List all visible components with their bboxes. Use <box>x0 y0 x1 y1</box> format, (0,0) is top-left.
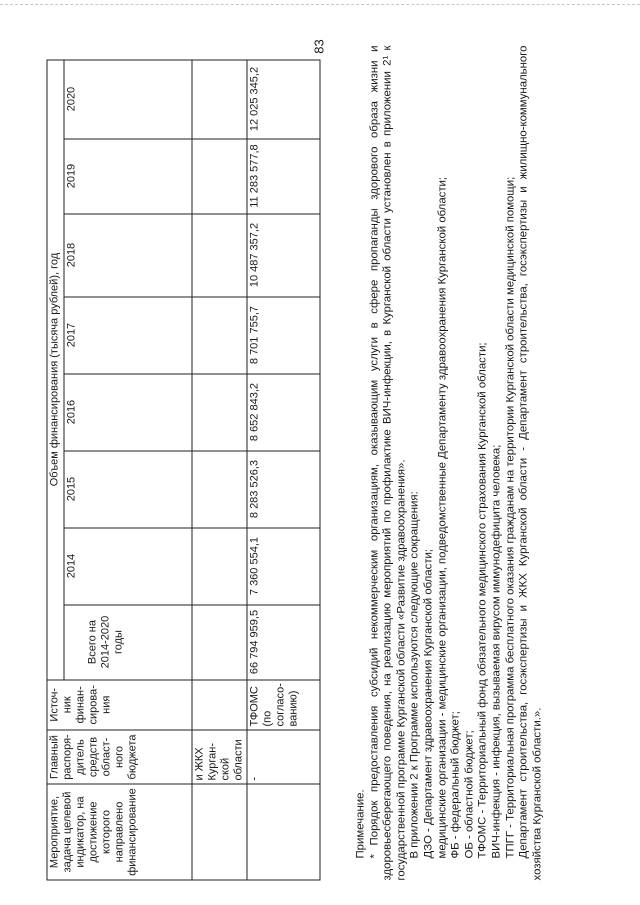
table-cell-value-2019: 11 283 577,8 <box>247 139 320 214</box>
table-cell-value-2017: 8 701 755,7 <box>247 297 320 374</box>
note-paragraph: Департамент строительства, госэкспертизы и ЖКХ Курганской области - Департамент строительства, госэкспертизы и жилищно-коммунального хозяйства Курганской области.». <box>517 45 544 881</box>
col-header-year-2015: 2015 <box>64 451 192 528</box>
col-header-year-2020: 2020 <box>64 60 192 139</box>
table-cell <box>192 60 247 139</box>
col-header-activity: Мероприятие, задача целевой индикатор, на достижение которого направлено финансирование <box>47 784 192 880</box>
note-paragraph: ДЗО - Департамент здравоохранения Курганской области; <box>422 548 435 859</box>
note-paragraph: ФБ - федеральный бюджет; <box>449 711 462 859</box>
table-cell <box>192 374 247 451</box>
table-cell <box>192 784 247 880</box>
table-cell-manager: и ЖКХ Курган-ской области <box>192 730 247 784</box>
col-header-funding-group: Объем финансирования (тысяча рублей), год <box>47 60 64 680</box>
note-paragraph: ОБ - областной бюджет; <box>463 730 476 859</box>
table-cell-source: ТФОМС (по согласо-ванию) <box>247 680 320 730</box>
financing-table <box>47 59 321 880</box>
table-cell <box>192 139 247 214</box>
col-header-year-2017: 2017 <box>64 297 192 374</box>
col-header-year-2016: 2016 <box>64 374 192 451</box>
table-cell <box>192 214 247 297</box>
scan-edge-line <box>0 4 640 5</box>
table-cell-value-2016: 8 652 843,2 <box>247 374 320 451</box>
table-cell-value-2018: 10 487 357,2 <box>247 214 320 297</box>
note-paragraph: ТФОМС - Территориальный фонд обязательного медицинского страхования Курганской области; <box>476 342 489 859</box>
note-paragraph: * Порядок предоставления субсидий некоммерческим организациям, оказывающим услуги в сфере пропаганды здорового образа жизни и здоровьесберегающего поведения, на реализацию мероприятий по профилактике ВИЧ-инфекции, в Курганской области установлен в приложении 2¹ к государственной программе Курганской области «Развитие здравоохранения». <box>368 45 408 881</box>
table-cell <box>192 605 247 680</box>
col-header-year-2018: 2018 <box>64 214 192 297</box>
page-number: 83 <box>311 38 327 54</box>
col-header-total: Всего на 2014-2020 годы <box>64 605 192 680</box>
table-cell-total: 66 794 959,5 <box>247 605 320 680</box>
rotated-page-content <box>37 33 602 893</box>
note-paragraph: ВИЧ-инфекция - инфекция, вызываемая вирусом иммунодефицита человека; <box>490 444 503 859</box>
notes-title: Примечание. <box>354 789 367 859</box>
table-cell <box>192 451 247 528</box>
table-cell-value-2014: 7 360 554,1 <box>247 528 320 605</box>
table-row <box>192 60 247 880</box>
table-cell <box>192 528 247 605</box>
col-header-source: Источ-ник финан-сирова-ния <box>47 680 192 730</box>
table-cell <box>192 680 247 730</box>
table-row <box>247 60 320 880</box>
table-header-row <box>47 60 64 880</box>
col-header-manager: Главный распоря-дитель средств област-ного бюджета <box>47 730 192 784</box>
notes-section <box>355 46 545 881</box>
table-cell-value-2015: 8 283 526,3 <box>247 451 320 528</box>
col-header-year-2019: 2019 <box>64 139 192 214</box>
note-paragraph: медицинские организации - медицинские организации, подведомственные Департаменту здравоохранения Курганской области; <box>436 176 449 859</box>
note-paragraph: В приложении 2 к Программе используются следующие сокращения: <box>408 491 421 859</box>
table-cell <box>247 784 320 880</box>
table-cell-value-2020: 12 025 345,2 <box>247 60 320 139</box>
note-paragraph: ТПГГ - Территориальная программа бесплатного оказания гражданам на территории Курганской области медицинской помощи; <box>504 176 517 859</box>
table-cell <box>192 297 247 374</box>
col-header-year-2014: 2014 <box>64 528 192 605</box>
table-cell-activity: - <box>247 730 320 784</box>
